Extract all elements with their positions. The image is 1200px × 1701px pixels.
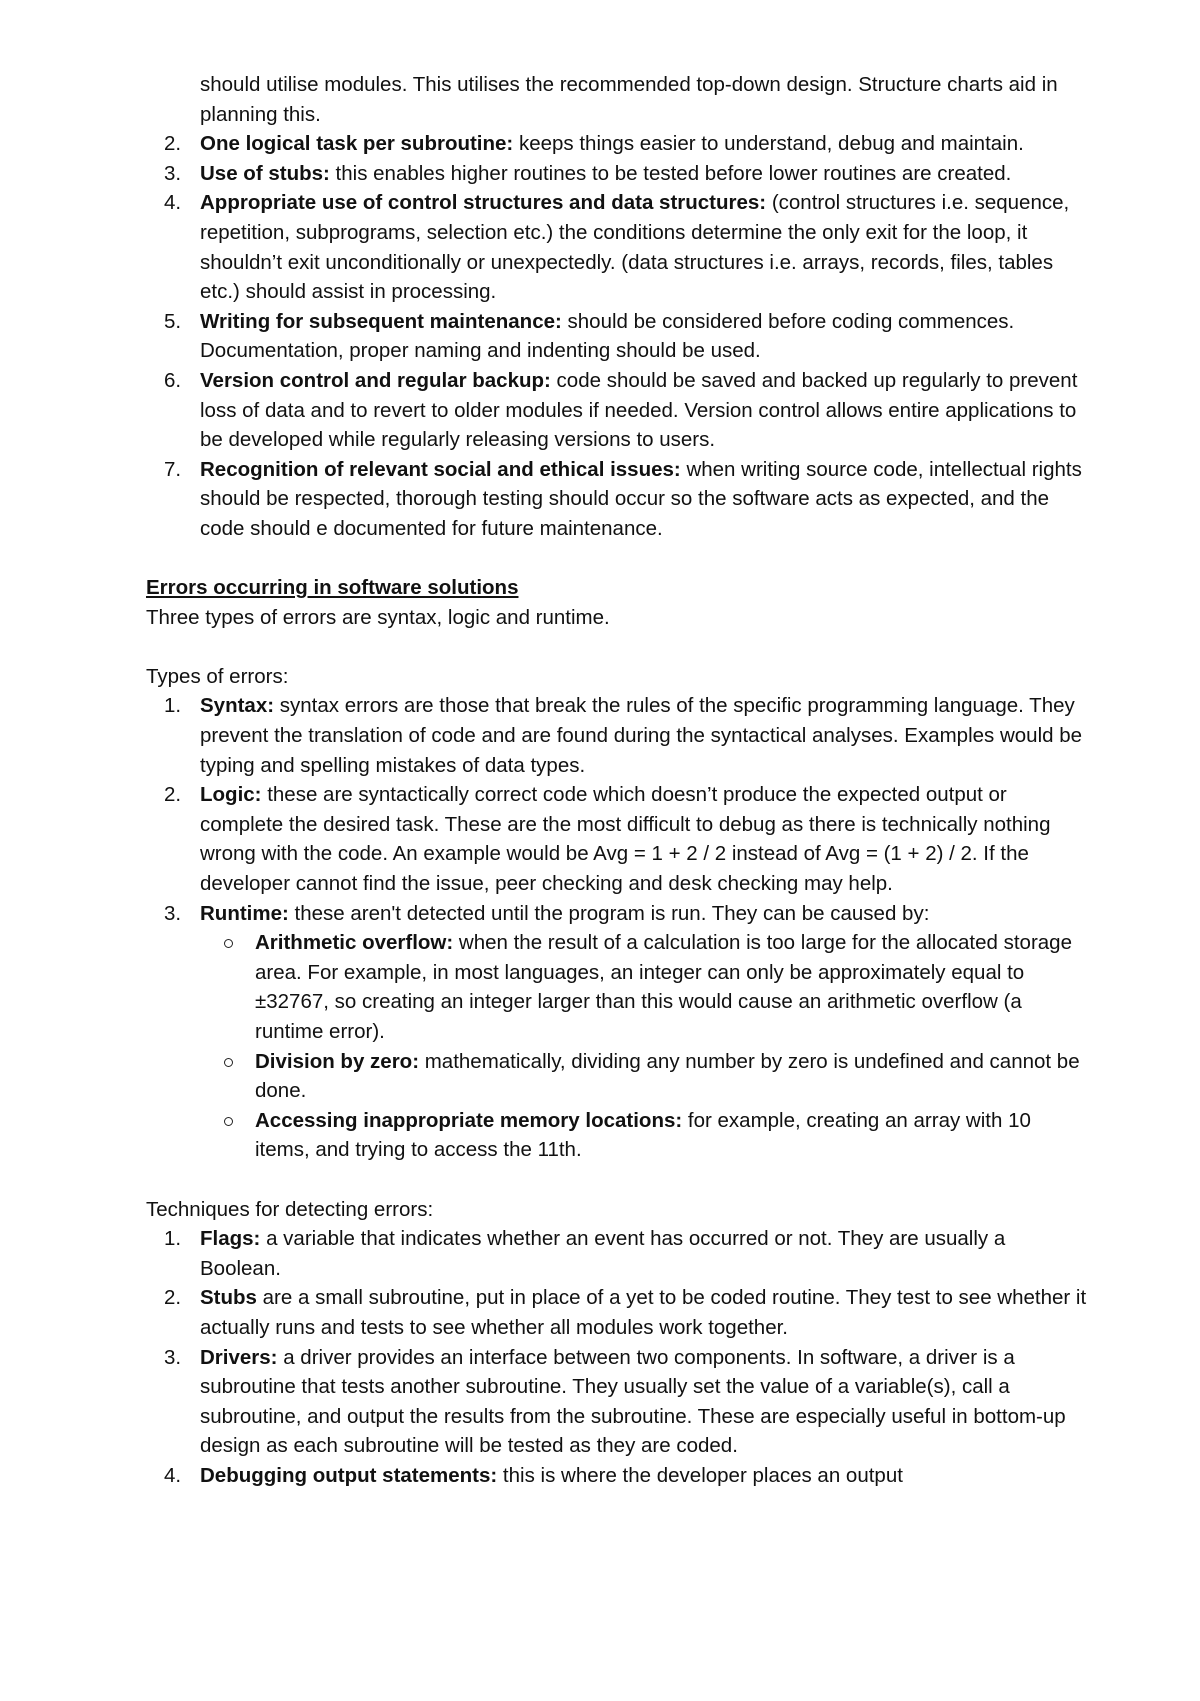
list-item: 3. Use of stubs: this enables higher routines to be tested before lower routines are created. bbox=[164, 161, 1012, 185]
error-types-list bbox=[146, 691, 1090, 928]
section-heading: Errors occurring in software solutions bbox=[146, 576, 519, 600]
intro-continuation: should utilise modules. This utilises the recommended top-down design. Structure charts aid in planning this. bbox=[200, 73, 1058, 126]
circle-bullet-icon bbox=[224, 939, 233, 948]
list-item: 7. Recognition of relevant social and ethical issues: when writing source code, intellectual rights should be respected, thorough testing should occur so the software acts as expected, and the code should e documented for future maintenance. bbox=[164, 457, 1082, 540]
spacer bbox=[146, 632, 1090, 662]
section-intro: Three types of errors are syntax, logic and runtime. bbox=[146, 605, 610, 629]
spacer bbox=[146, 544, 1090, 574]
techniques-list bbox=[146, 1224, 1090, 1490]
list-item: 4. Appropriate use of control structures and data structures: (control structures i.e. sequence, repetition, subprograms, selection etc.) the conditions determine the only exit for the loop, it shouldn’t exit unconditionally or unexpectedly. (data structures i.e. arrays, records, files, tables etc.) should assist in processing. bbox=[164, 191, 1070, 304]
list-item: 6. Version control and regular backup: code should be saved and backed up regularly to prevent loss of data and to revert to older modules if needed. Version control allows entire applications to be developed while regularly releasing versions to users. bbox=[164, 368, 1078, 452]
practices-list bbox=[146, 129, 1090, 543]
bullet-item: Division by zero: mathematically, dividing any number by zero is undefined and cannot be done. bbox=[146, 1047, 1090, 1106]
list-item: 1. Syntax: syntax errors are those that break the rules of the specific programming language. They prevent the translation of code and are found during the syntactical analyses. Examples would be typing and spelling mistakes of data types. bbox=[164, 694, 1083, 777]
runtime-causes-list bbox=[146, 928, 1090, 1165]
list-item: 5. Writing for subsequent maintenance: should be considered before coding commences. Documentation, proper naming and indenting should be used. bbox=[164, 309, 1015, 363]
bullet-item: Accessing inappropriate memory locations: for example, creating an array with 10 items, and trying to access the 11th. bbox=[146, 1106, 1090, 1165]
list-item: 2. Stubs are a small subroutine, put in place of a yet to be coded routine. They test to see whether it actually runs and tests to see whether all modules work together. bbox=[164, 1286, 1087, 1339]
list-item: 2. One logical task per subroutine: keeps things easier to understand, debug and maintain. bbox=[164, 132, 1024, 156]
list-item: 4. Debugging output statements: this is where the developer places an output bbox=[164, 1463, 903, 1487]
list-item: 1. Flags: a variable that indicates whether an event has occurred or not. They are usually a Boolean. bbox=[164, 1227, 1006, 1280]
list-item: 3. Runtime: these aren't detected until the program is run. They can be caused by: bbox=[164, 901, 930, 925]
bullet-item: Arithmetic overflow: when the result of a calculation is too large for the allocated storage area. For example, in most languages, an integer can only be approximately equal to ±32767, so creating an integer larger than this would cause an arithmetic overflow (a runtime error). bbox=[146, 928, 1090, 1046]
types-label: Types of errors: bbox=[146, 664, 289, 688]
list-item: 2. Logic: these are syntactically correct code which doesn’t produce the expected output or complete the desired task. These are the most difficult to debug as there is technically nothing wrong with the code. An example would be Avg = 1 + 2 / 2 instead of Avg = (1 + 2) / 2. If the developer cannot find the issue, peer checking and desk checking may help. bbox=[164, 783, 1051, 896]
circle-bullet-icon bbox=[224, 1058, 233, 1067]
spacer bbox=[146, 1165, 1090, 1195]
techniques-label: Techniques for detecting errors: bbox=[146, 1197, 434, 1221]
list-item: 3. Drivers: a driver provides an interface between two components. In software, a driver is a subroutine that tests another subroutine. They usually set the value of a variable(s), call a subroutine, and output the results from the subroutine. These are especially useful in bottom-up design as each subroutine will be tested as they are coded. bbox=[164, 1345, 1066, 1458]
circle-bullet-icon bbox=[224, 1117, 233, 1126]
